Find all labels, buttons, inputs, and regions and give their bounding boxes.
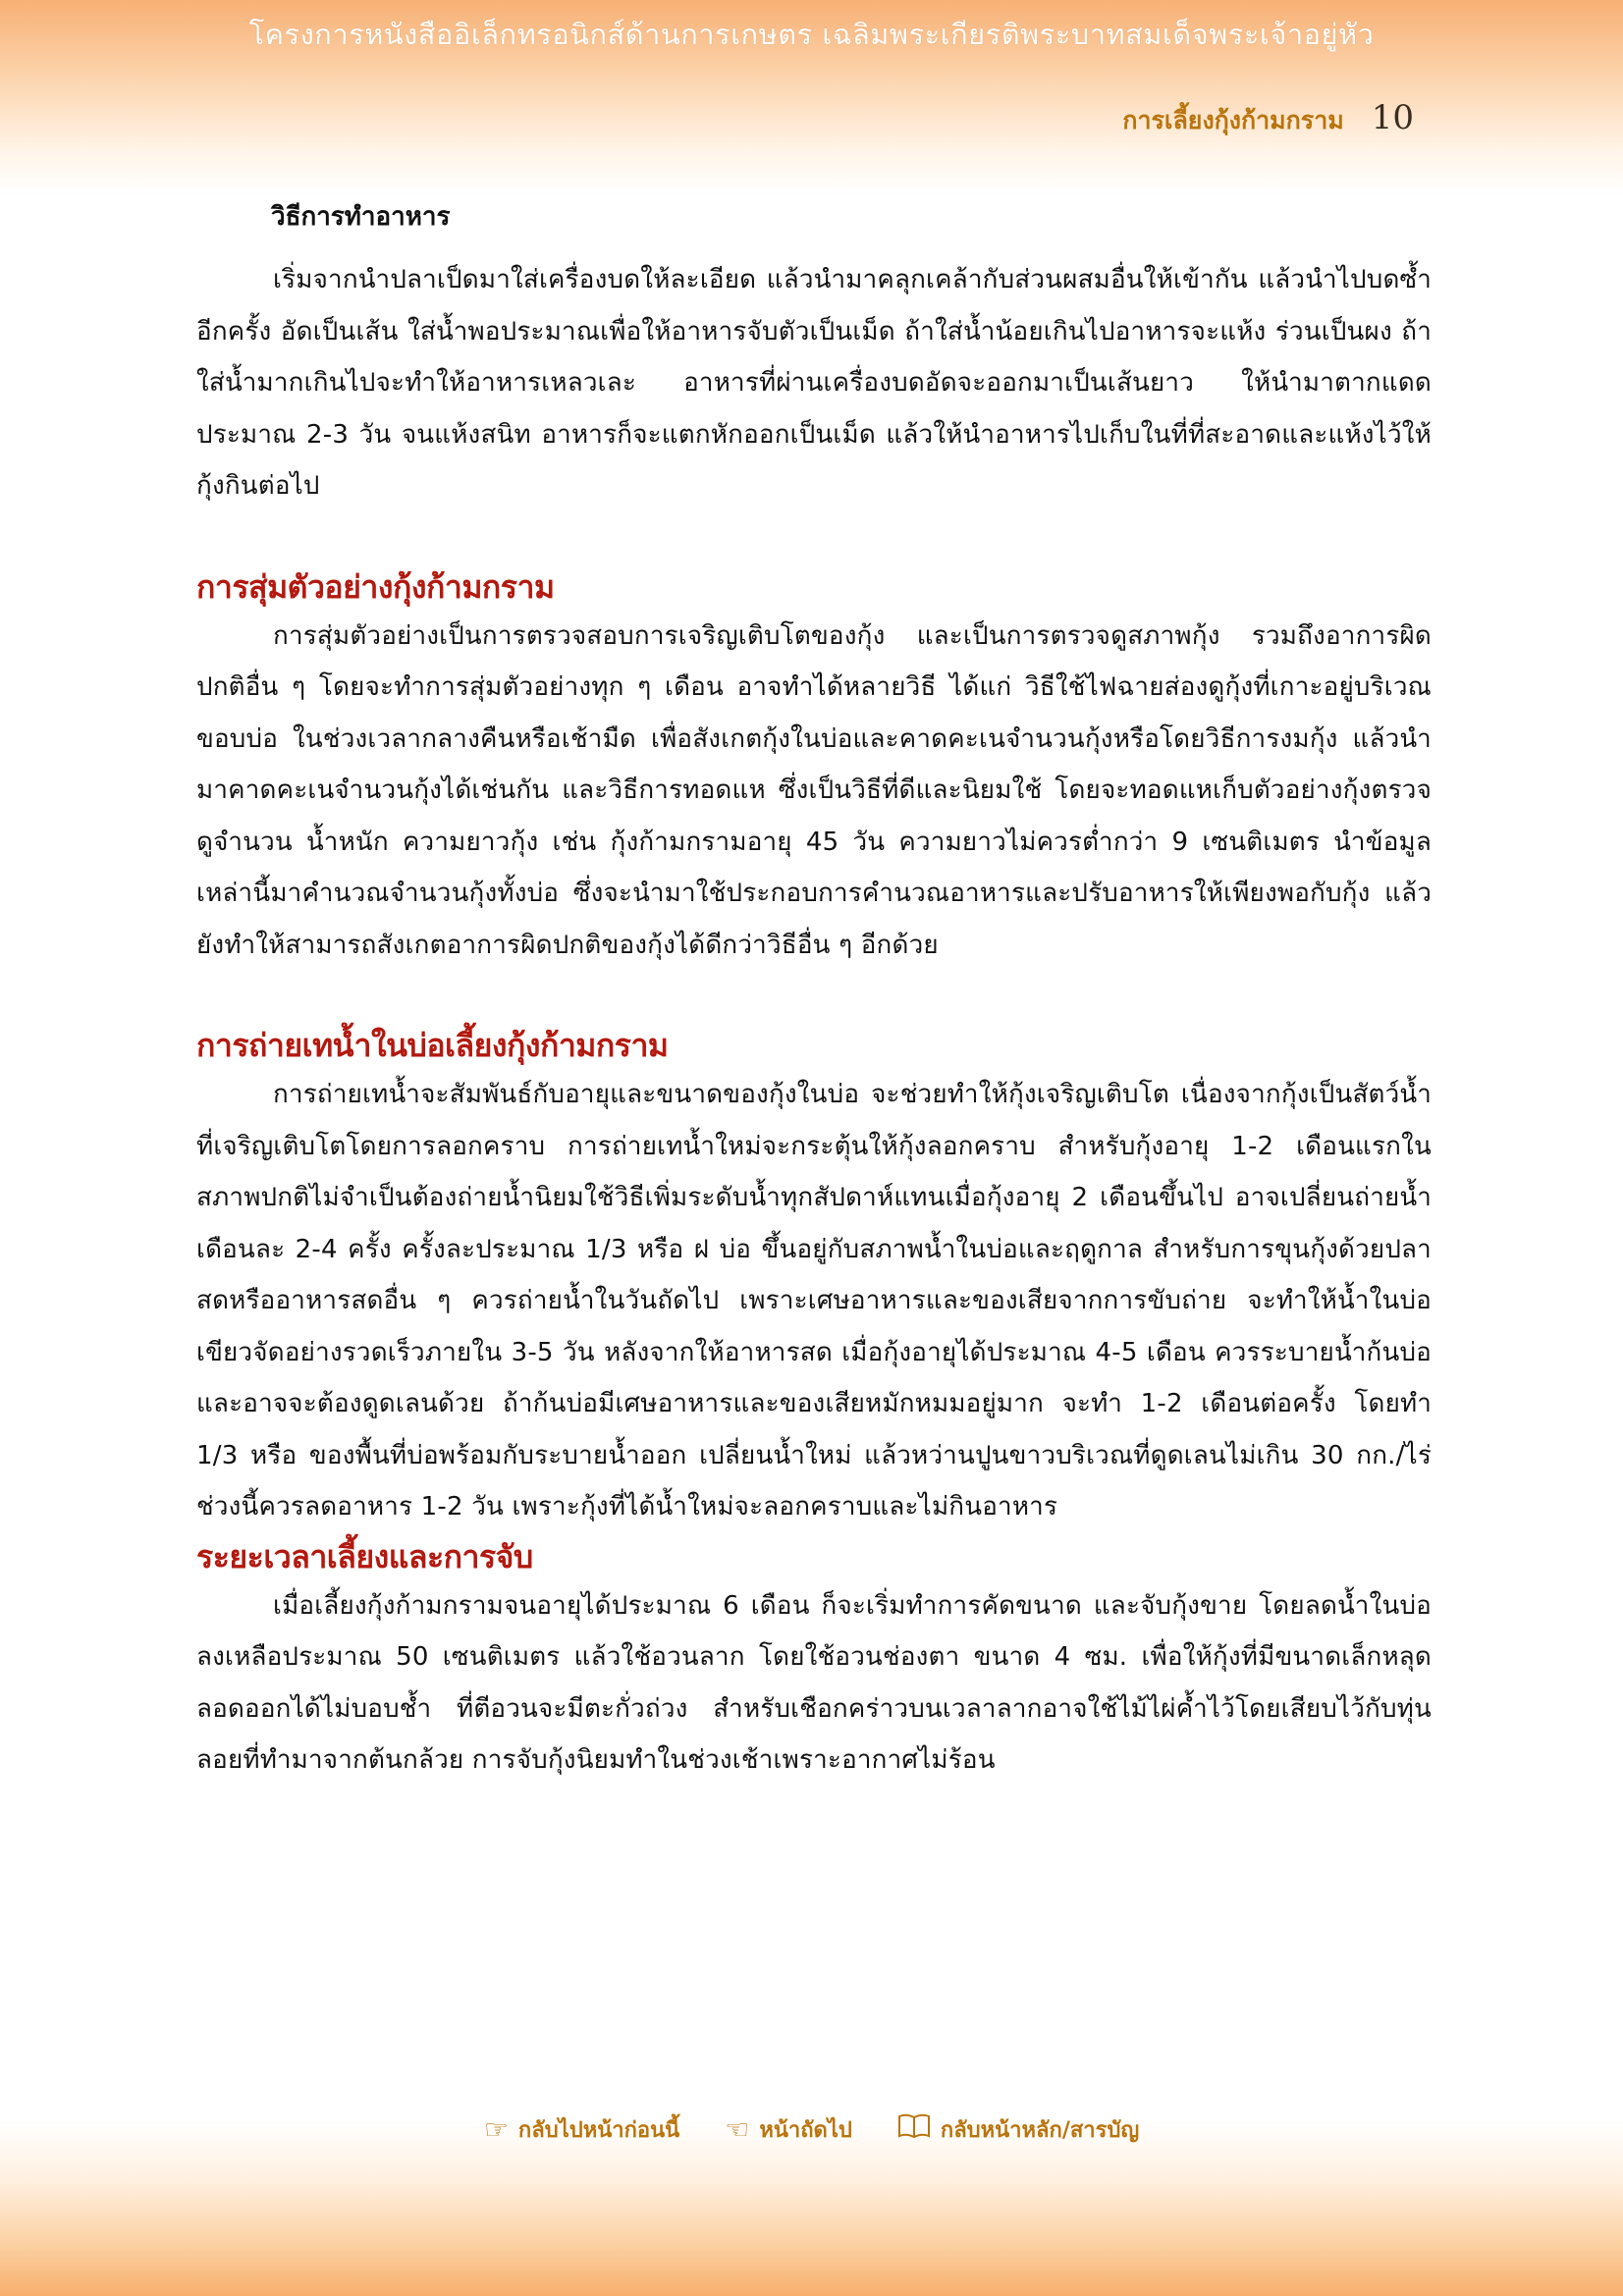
sampling-paragraph: การสุ่มตัวอย่างเป็นการตรวจสอบการเจริญเติบโตของกุ้ง และเป็นการตรวจดูสภาพกุ้ง รวมถึงอาการผิดปกติอื่น ๆ โดยจะทำการสุ่มตัวอย่างทุก ๆ เดือน อาจทำได้หลายวิธี ได้แก่ วิธีใช้ไฟฉายส่องดูกุ้งที่เกาะอยู่บริเวณขอบบ่อ ในช่วงเวลากลางคืนหรือเช้ามืด เพื่อสังเกตกุ้งในบ่อและคาดคะเนจำนวนกุ้งหรือโดยวิธีการงมกุ้ง แล้วนำมาคาดคะเนจำนวนกุ้งได้เช่นกัน และวิธีการทอดแห ซึ่งเป็นวิธีที่ดีและนิยมใช้ โดยจะทอดแหเก็บตัวอย่างกุ้งตรวจดูจำนวน น้ำหนัก ความยาวกุ้ง เช่น กุ้งก้ามกรามอายุ 45 วัน ความยาวไม่ควรต่ำกว่า 9 เซนติเมตร นำข้อมูลเหล่านี้มาคำนวณจำนวนกุ้งทั้งบ่อ ซึ่งจะนำมาใช้ประกอบการคำนวณอาหารและปรับอาหารให้เพียงพอกับกุ้ง แล้วยังทำให้สามารถสังเกตอาการผิดปกติของกุ้งได้ดีกว่าวิธีอื่น ๆ อีกด้วย xyxy=(196,620,1432,960)
harvest-paragraph: เมื่อเลี้ยงกุ้งก้ามกรามจนอายุได้ประมาณ 6 เดือน ก็จะเริ่มทำการคัดขนาด และจับกุ้งขาย โดยลดน้ำในบ่อลงเหลือประมาณ 50 เซนติเมตร แล้วใช้อวนลาก โดยใช้อวนช่องตา ขนาด 4 ซม. เพื่อให้กุ้งที่มีขนาดเล็กหลุดลอดออกได้ไม่บอบช้ำ ที่ตีอวนจะมีตะกั่วถ่วง สำหรับเชือกคร่าวบนเวลาลากอาจใช้ไม้ไผ่ค้ำไว้โดยเสียบไว้กับทุ่นลอยที่ทำมาจากต้นกล้วย การจับกุ้งนิยมทำในช่วงเช้าเพราะอากาศไม่ร้อน xyxy=(196,1590,1432,1775)
page-header xyxy=(1122,98,1414,140)
page-number: 10 xyxy=(1371,98,1414,137)
water-change-heading: การถ่ายเทน้ำในบ่อเลี้ยงกุ้งก้ามกราม xyxy=(196,1027,669,1064)
previous-page-label: กลับไปหน้าก่อนนี้ xyxy=(517,2118,680,2143)
home-contents-label: กลับหน้าหลัก/สารบัญ xyxy=(940,2118,1140,2143)
hand-pointing-right-icon: ☞ xyxy=(483,2113,509,2146)
footer-navigation xyxy=(0,2112,1623,2147)
next-page-label: หน้าถัดไป xyxy=(759,2118,852,2143)
previous-page-link[interactable] xyxy=(484,2112,679,2147)
water-change-paragraph: การถ่ายเทน้ำจะสัมพันธ์กับอายุและขนาดของกุ้งในบ่อ จะช่วยทำให้กุ้งเจริญเติบโต เนื่องจากกุ้งเป็นสัตว์น้ำที่เจริญเติบโตโดยการลอกคราบ การถ่ายเทน้ำใหม่จะกระตุ้นให้กุ้งลอกคราบ สำหรับกุ้งอายุ 1-2 เดือนแรกในสภาพปกติไม่จำเป็นต้องถ่ายน้ำนิยมใช้วิธีเพิ่มระดับน้ำทุกสัปดาห์แทนเมื่อกุ้งอายุ 2 เดือนขึ้นไป อาจเปลี่ยนถ่ายน้ำเดือนละ 2-4 ครั้ง ครั้งละประมาณ 1/3 หรือ ฝ บ่อ ขึ้นอยู่กับสภาพน้ำในบ่อและฤดูกาล สำหรับการขุนกุ้งด้วยปลาสดหรืออาหารสดอื่น ๆ ควรถ่ายน้ำในวันถัดไป เพราะเศษอาหารและของเสียจากการขับถ่าย จะทำให้น้ำในบ่อเขียวจัดอย่างรวดเร็วภายใน 3-5 วัน หลังจากให้อาหารสด เมื่อกุ้งอายุได้ประมาณ 4-5 เดือน ควรระบายน้ำก้นบ่อและอาจจะต้องดูดเลนด้วย ถ้าก้นบ่อมีเศษอาหารและของเสียหมักหมมอยู่มาก จะทำ 1-2 เดือนต่อครั้ง โดยทำ 1/3 หรือ ของพื้นที่บ่อพร้อมกับระบายน้ำออก เปลี่ยนน้ำใหม่ แล้วหว่านปูนขาวบริเวณที่ดูดเลนไม่เกิน 30 กก./ไร่ ช่วงนี้ควรลดอาหาร 1-2 วัน เพราะกุ้งที่ได้น้ำใหม่จะลอกคราบและไม่กินอาหาร xyxy=(196,1080,1432,1522)
project-banner: โครงการหนังสืออิเล็กทรอนิกส์ด้านการเกษตร เฉลิมพระเกียรติพระบาทสมเด็จพระเจ้าอยู่หัว xyxy=(248,18,1375,51)
sampling-heading: การสุ่มตัวอย่างกุ้งก้ามกราม xyxy=(196,567,555,606)
open-book-icon xyxy=(897,2113,931,2146)
page-topic: การเลี้ยงกุ้งก้ามกราม xyxy=(1122,106,1344,134)
home-contents-link[interactable] xyxy=(897,2112,1139,2147)
feed-method-paragraph: เริ่มจากนำปลาเป็ดมาใส่เครื่องบดให้ละเอียด แล้วนำมาคลุกเคล้ากับส่วนผสมอื่นให้เข้ากัน แล้วนำไปบดซ้ำอีกครั้ง อัดเป็นเส้น ใส่น้ำพอประมาณเพื่อให้อาหารจับตัวเป็นเม็ด ถ้าใส่น้ำน้อยเกินไปอาหารจะแห้ง ร่วนเป็นผง ถ้าใส่น้ำมากเกินไปจะทำให้อาหารเหลวเละ อาหารที่ผ่านเครื่องบดอัดจะออกมาเป็นเส้นยาว ให้นำมาตากแดด ประมาณ 2-3 วัน จนแห้งสนิท อาหารก็จะแตกหักออกเป็นเม็ด แล้วให้นำอาหารไปเก็บในที่ที่สะอาดและแห้งไว้ให้กุ้งกินต่อไป xyxy=(196,265,1432,501)
hand-pointing-left-icon: ☜ xyxy=(725,2113,750,2146)
harvest-heading: ระยะเวลาเลี้ยงและการจับ xyxy=(196,1537,533,1575)
feed-method-heading: วิธีการทำอาหาร xyxy=(271,202,451,232)
next-page-link[interactable] xyxy=(725,2112,852,2147)
page-content xyxy=(196,196,1432,1787)
